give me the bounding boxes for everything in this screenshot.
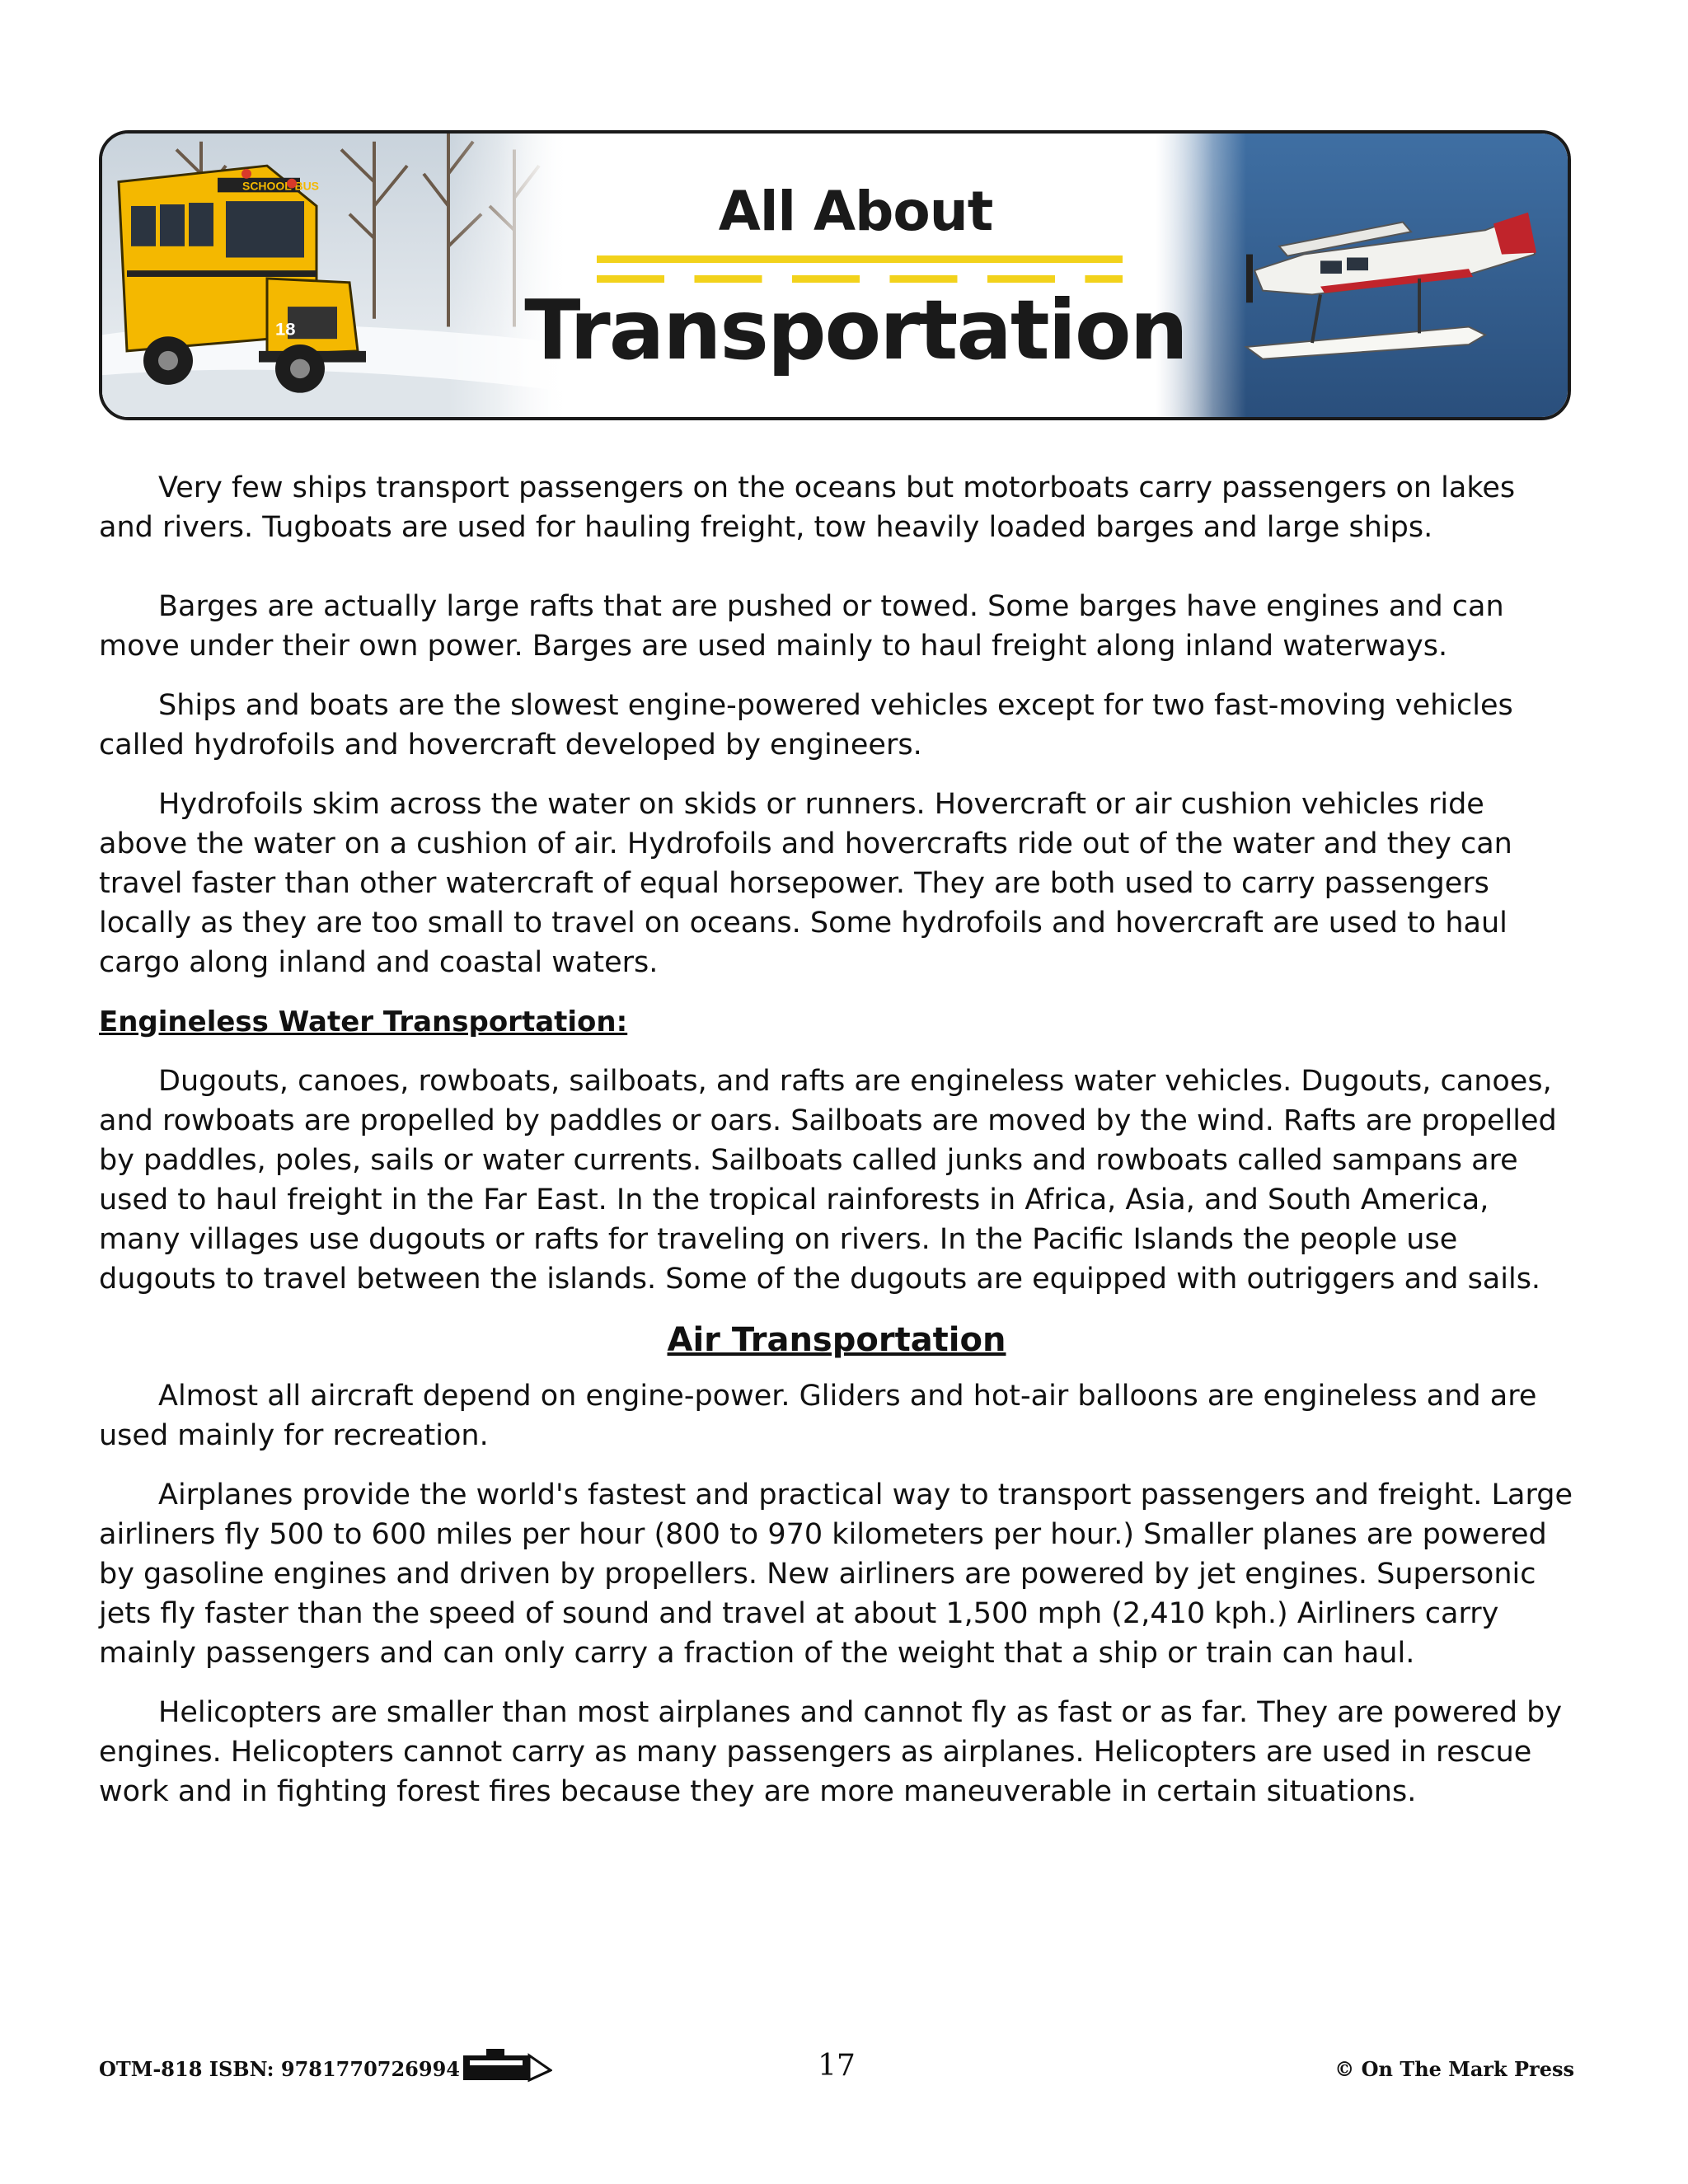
paragraph-helicopters: Helicopters are smaller than most airplanes and cannot fly as fast or as far. They are powered by engines. Helicopters cannot carry as many passengers as airplanes. Helicopters are used in rescue work and in fighting forest fires because they are more maneuverable in certain situations. [99, 1696, 1563, 1808]
paragraph-engineless: Dugouts, canoes, rowboats, sailboats, and rafts are engineless water vehicles. Dugouts, canoes, and rowboats are propelled by paddles or oars. Sailboats are moved by the wind. Rafts are propelled by paddles, poles, sails or water currents. Sailboats called junks and rowboats called sampans are used to haul freight in the Far East. In the tropical rainforests in Africa, Asia, and South America, many villages use dugouts or rafts for traveling on rivers. In the Pacific Islands the people use dugouts to travel between the islands. Some of the dugouts are equipped with outriggers and sails. [99, 1065, 1557, 1296]
title-banner [99, 130, 1571, 420]
footer-isbn: OTM-818 ISBN: 9781770726994 [99, 2057, 460, 2081]
page-number: 17 [818, 2049, 856, 2083]
paragraph-aircraft: Almost all aircraft depend on engine-power. Gliders and hot-air balloons are engineless and are used mainly for recreation. [99, 1380, 1537, 1452]
paragraph-barges: Barges are actually large rafts that are pushed or towed. Some barges have engines and can move under their own power. Barges are used mainly to haul freight along inland waterways. [99, 590, 1504, 663]
article-body [99, 468, 1574, 1831]
engineless-water-heading: Engineless Water Transportation: [99, 1005, 628, 1038]
air-transportation-heading: Air Transportation [667, 1321, 1006, 1359]
banner-title-area [498, 134, 1213, 417]
paragraph-airplanes: Airplanes provide the world's fastest and practical way to transport passengers and freight. Large airliners fly 500 to 600 miles per hour (800 to 970 kilometers per hour.) Smaller planes are powered by gasoline engines and driven by propellers. New airliners are powered by jet engines. Supersonic jets fly faster than the speed of sound and travel at about 1,500 mph (2,410 kph.) Airliners carry mainly passengers and can only carry a fraction of the weight that a ship or train can haul. [99, 1479, 1573, 1670]
paragraph-hydrofoils: Hydrofoils skim across the water on skids or runners. Hovercraft or air cushion vehicles ride above the water on a cushion of air. Hydrofoils and hovercrafts ride out of the water and they can travel faster than other watercraft of equal horsepower. They are both used to carry passengers locally as they are too small to travel on oceans. Some hydrofoils and hovercraft are used to haul cargo along inland and coastal waters. [99, 788, 1512, 979]
school-bus-photo [102, 134, 564, 417]
banner-title-top: All About [718, 180, 993, 243]
banner-title-main: Transportation [524, 282, 1187, 378]
page-footer [99, 2042, 1574, 2092]
paragraph-ships-boats: Ships and boats are the slowest engine-powered vehicles except for two fast-moving vehicles called hydrofoils and hovercraft developed by engineers. [99, 689, 1513, 762]
floatplane-photo [1156, 134, 1568, 417]
paragraph-motorboats: Very few ships transport passengers on the oceans but motorboats carry passengers on lakes and rivers. Tugboats are used for hauling freight, tow heavily loaded barges and large ships. [99, 471, 1516, 544]
footer-copyright: © On The Mark Press [1334, 2057, 1574, 2081]
